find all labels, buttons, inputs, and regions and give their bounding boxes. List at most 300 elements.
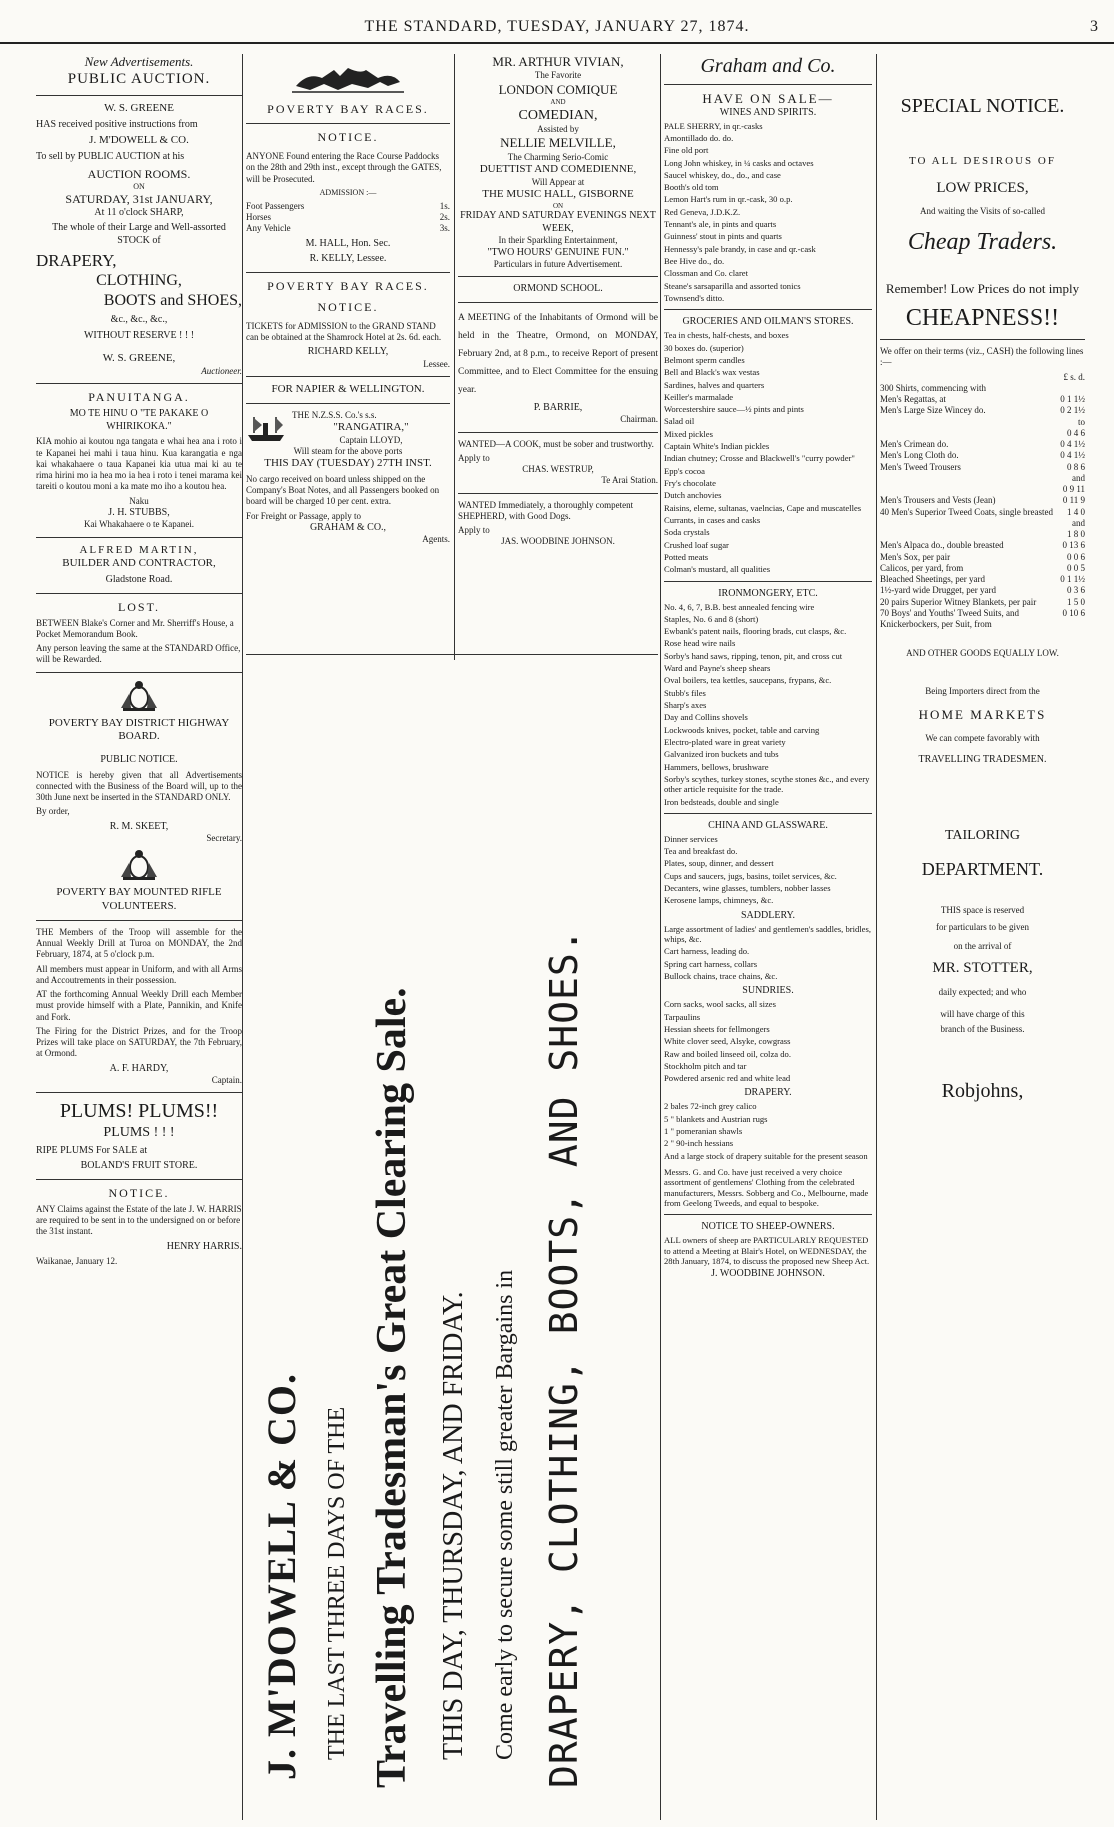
saddlery-list [664,924,872,982]
price-value: 0 3 6 [1067,585,1085,596]
sale-goods: DRAPERY, CLOTHING, BOOTS, AND SHOES. [542,928,586,1788]
list-item: Guinness' stout in pints and quarts [664,231,782,242]
list-item: Tennant's ale, in pints and quarts [664,219,777,230]
drapery-list [664,1101,872,1161]
list-item: Currants, in cases and casks [664,514,761,525]
list-item: Bee Hive do., do. [664,256,725,267]
races-body: ANYONE Found entering the Race Course Paddocks on the 28th and 29th inst., except through the GATES, will be Prosecuted. [246,151,442,184]
list-item: Spring cart harness, collars [664,958,758,969]
sale-firm: J. M'DOWELL & CO. [259,1372,304,1780]
list-item: Day and Collins shovels [664,712,748,723]
price-value: 1 5 0 [1067,596,1085,607]
price-value: 0 11 9 [1062,495,1085,506]
notice-title: NOTICE. [108,1185,170,1200]
list-item: Fine old port [664,145,709,156]
panuitanga-naku: Naku [129,495,149,506]
plums-title: PLUMS! PLUMS!! [59,1100,219,1123]
list-item: No. 4, 6, 7, B.B. best annealed fencing wire [664,601,815,612]
price-list [880,383,1085,631]
list-item: Tarpaulins [664,1011,701,1022]
price-item: 1½-yard wide Drugget, per yard [880,585,996,596]
price-row [880,552,1085,563]
highway-role: Secretary. [206,833,242,843]
column-rule [876,54,877,1820]
list-item: Mixed pickles [664,428,713,439]
list-item: Dinner services [664,833,718,844]
tailoring-reserved: THIS space is reserved [940,904,1025,915]
school-sign: P. BARRIE, [533,401,583,413]
auction-etc: &c., &c., &c., [110,314,168,326]
price-row [880,529,1085,540]
sale-days: THIS DAY, THURSDAY, AND FRIDAY. [438,1291,469,1760]
ship-captain: Captain LLOYD, [339,434,403,445]
price-value [1081,383,1085,394]
school-title: ORMOND SCHOOL. [513,283,603,295]
list-item: Powdered arsenic red and white lead [664,1073,791,1084]
rifles-para: AT the forthcoming Annual Weekly Drill each Member must provide himself with a Plate, Pannikin, and Knife and Fork. [36,989,242,1022]
section-rule [246,654,658,655]
notice-sign: HENRY HARRIS. [166,1240,242,1252]
price-item: Men's Tweed Trousers [880,461,961,472]
grocery-title: GROCERIES AND OILMAN'S STORES. [682,316,854,328]
highway-sub: PUBLIC NOTICE. [100,754,178,765]
list-item: Galvanized iron buckets and tubs [664,749,779,760]
price-value: 0 10 6 [1062,607,1085,618]
vivian-and: AND [550,97,566,106]
column-1 [36,54,242,1820]
currency-header: £ s. d. [1063,371,1085,382]
price-row [880,574,1085,585]
list-item: Epp's cocoa [664,465,705,476]
shepherd-sign: JAS. WOODBINE JOHNSON. [501,536,615,547]
list-item: Indian chutney; Crosse and Blackwell's "curry powder" [664,453,855,464]
races-notice: NOTICE. [317,299,379,314]
special-compete: We can compete favorably with [925,733,1040,743]
list-item: Townsend's ditto. [664,292,725,303]
stotter-name: MR. STOTTER, [932,959,1033,976]
sheep-body: ALL owners of sheep are PARTICULARLY REQUESTED to attend a Meeting at Blair's Hotel, on WEDNESDAY, the 28th January, 1874, to discuss the proposed new Sheep Act. [664,1235,870,1266]
graham-title: Graham and Co. [700,55,836,77]
price-row [880,439,1085,450]
price-value: 0 4 1½ [1060,439,1085,449]
stotter-branch: branch of the Business. [940,1023,1025,1034]
page-title: THE STANDARD, TUESDAY, JANUARY 27, 1874. [364,18,750,35]
list-item: Ward and Payne's sheep shears [664,663,771,674]
sheep-title: NOTICE TO SHEEP-OWNERS. [701,1221,835,1233]
vivian-comique: LONDON COMIQUE [498,81,618,97]
auction-sign-role: Auctioneer. [201,366,242,376]
notice-place: Waikanae, January 12. [36,1256,118,1266]
special-importers: Being Importers direct from the [925,685,1040,696]
list-item: 2 " 90-inch hessians [664,1138,734,1149]
grocery-list [664,330,872,574]
list-item: Clossman and Co. claret [664,268,749,279]
list-item: Booth's old tom [664,182,719,193]
list-item: Worcestershire sauce—½ pints and pints [664,404,804,415]
racehorse-illustration [246,58,450,98]
list-item: Salad oil [664,416,695,427]
list-item: Oval boilers, tea kettles, saucepans, frypans, &c. [664,675,832,686]
rifles-para: All members must appear in Uniform, and with all Arms and Accoutrements in their possession. [36,963,242,985]
lost-body: BETWEEN Blake's Corner and Mr. Sherriff's House, a Pocket Memorandum Book. [36,617,234,639]
special-other: AND OTHER GOODS EQUALLY LOW. [906,648,1059,659]
price-item: Men's Trousers and Vests (Jean) [880,495,996,506]
cook-place: Te Arai Station. [601,475,658,486]
auction-stock: The whole of their Large and Well-assorted STOCK of [52,222,226,246]
column-rule [454,54,455,660]
ship-body: No cargo received on board unless shipped on the Company's Boat Notes, and all Passengers booked on board will be charged 10 per cent. extra. [246,473,440,507]
graham-closing: Messrs. G. and Co. have just received a very choice assortment of gentlemens' Clothing from the celebrated manufacturers, Messrs. Sobberg and Co., Melbourne, made from Geelong Tweeds, and equal to bespoke. [664,1167,869,1208]
price-row [880,394,1085,405]
list-item: Captain White's Indian pickles [664,441,770,452]
special-travelling: TRAVELLING TRADESMEN. [918,754,1047,766]
price-value: 0 9 11 [1062,484,1085,494]
robjohns-name: Robjohns, [941,1080,1024,1102]
list-item: Bell and Black's wax vestas [664,367,760,378]
china-list [664,834,872,906]
special-cheapness: CHEAPNESS!! [905,305,1060,331]
vivian-title: MR. ARTHUR VIVIAN, [492,54,624,69]
list-item: Colman's mustard, all qualities [664,564,771,575]
china-title: CHINA AND GLASSWARE. [708,819,828,831]
list-item: Ewbank's patent nails, flooring brads, cut clasps, &c. [664,626,847,637]
special-low: LOW PRICES, [936,179,1029,196]
list-item: Sardines, halves and quarters [664,379,765,390]
clearing-sale-advert [246,660,658,1800]
ship-freight: For Freight or Passage, apply to [246,510,361,521]
lost-body-2: Any person leaving the same at the STANDARD Office, will be Rewarded. [36,643,241,665]
list-item: Raisins, eleme, sultanas, vaelncias, Cape and muscatelles [664,502,862,513]
fee-label: Horses [246,212,271,222]
list-item: Stockholm pitch and tar [664,1060,747,1071]
list-item: Hammers, bellows, brushware [664,761,769,772]
price-item: Men's Alpaca do., double breasted [880,540,1004,551]
list-item: Cups and saucers, jugs, basins, toilet services, &c. [664,870,837,881]
fee-price: 1s. [439,200,450,211]
price-item: 70 Boys' and Youths' Tweed Suits, and Knickerbockers, per Suit, from [880,607,1019,629]
column-4 [664,54,872,1820]
drapery-title: DRAPERY. [744,1087,792,1099]
vivian-fun: "TWO HOURS' GENUINE FUN." [487,246,629,258]
tailoring-particulars: for particulars to be given [936,922,1029,932]
rifles-title: POVERTY BAY MOUNTED RIFLE VOLUNTEERS. [56,886,222,912]
price-row [880,450,1085,461]
special-remember: Remember! Low Prices do not imply [885,280,1080,296]
page-number: 3 [1090,18,1098,35]
price-value: 0 0 5 [1067,562,1085,573]
column-rule [660,54,661,1820]
vivian-duet: DUETTIST AND COMEDIENNE, [479,162,637,175]
vivian-hall: THE MUSIC HALL, GISBORNE [482,187,634,200]
stotter-charge: will have charge of this [940,1008,1025,1019]
vivian-days: FRIDAY AND SATURDAY EVENINGS NEXT WEEK, [460,210,656,234]
price-value: 0 1 1½ [1060,394,1085,404]
auction-line: HAS received positive instructions from [36,118,198,130]
special-home: HOME MARKETS [918,706,1047,722]
fee-label: Foot Passengers [246,200,305,211]
price-row [880,597,1085,608]
list-item: Tea in chests, half-chests, and boxes [664,330,789,341]
list-item: Electro-plated ware in great variety [664,736,786,747]
auctioneer-name: W. S. GREENE [104,102,174,114]
list-item: 30 boxes do. (superior) [664,342,744,353]
auction-time: At 11 o'clock SHARP, [94,206,184,218]
list-item: Amontillado do. do. [664,132,734,143]
races-body: TICKETS for ADMISSION to the GRAND STAND can be obtained at the Shamrock Hotel at 2s. 6d. each. [246,320,442,342]
notice-body: ANY Claims against the Estate of the late J. W. HARRIS are required to be sent in to the undersigned on or before the 31st instant. [36,1203,242,1237]
sheep-sign: J. WOODBINE JOHNSON. [711,1268,825,1280]
admission-label: ADMISSION :— [319,187,377,197]
price-item: Men's Long Cloth do. [880,450,959,461]
list-item: Fry's chocolate [664,478,716,489]
auction-line: To sell by PUBLIC AUCTION at his [36,151,185,162]
list-item: And a large stock of drapery suitable for the present season [664,1150,868,1161]
auction-reserve: WITHOUT RESERVE ! ! ! [83,329,195,341]
fee-price: 3s. [439,223,450,234]
price-row [880,507,1085,518]
list-item: Soda crystals [664,527,710,538]
column-3 [458,54,658,654]
column-5 [880,54,1085,1820]
panuitanga-role: Kai Whakahaere o te Kapanei. [83,519,195,530]
price-row [880,383,1085,394]
price-item: Men's Regattas, at [880,394,946,404]
list-item: Bullock chains, trace chains, &c. [664,970,778,981]
masthead [0,14,1114,44]
races-sign: R. KELLY, Lessee. [309,253,387,264]
price-row [880,428,1085,439]
price-row [880,563,1085,574]
wines-title: WINES AND SPIRITS. [719,106,817,118]
auction-drapery: DRAPERY, [36,251,117,270]
price-value: 0 8 6 [1067,461,1085,472]
races-notice: NOTICE. [317,130,379,144]
auction-clothing: CLOTHING, [96,272,182,290]
price-value: and [1072,517,1085,528]
price-row [880,495,1085,506]
list-item: Belmont sperm candles [664,354,745,365]
shepherd-apply: Apply to [458,525,490,536]
vivian-comedian: COMEDIAN, [518,107,598,123]
list-item: Long John whiskey, in ¼ casks and octaves [664,157,814,168]
vivian-ent: In their Sparkling Entertainment, [498,235,618,246]
list-item: Potted meats [664,551,709,562]
list-item: Keiller's marmalade [664,391,734,402]
price-item: 300 Shirts, commencing with [880,382,986,393]
royal-arms-emblem [36,679,242,713]
steamship-icon [246,413,286,443]
plums-store: BOLAND'S FRUIT STORE. [80,1160,198,1172]
ship-name: "RANGATIRA," [333,420,409,433]
price-value: 0 1 1½ [1060,574,1085,584]
list-item: Kerosene lamps, chimneys, &c. [664,895,774,906]
price-value: 0 0 6 [1067,551,1085,562]
list-item: Staples, No. 6 and 8 (short) [664,613,759,624]
price-row [880,405,1085,416]
sundries-title: SUNDRIES. [742,985,794,997]
ship-role: Agents. [422,534,450,545]
nellie-name: NELLIE MELVILLE, [500,135,616,151]
auction-date: SATURDAY, 31st JANUARY, [65,191,213,206]
list-item: Large assortment of ladies' and gentlemen's saddles, bridles, whips, &c. [664,923,871,945]
price-value: to [1077,416,1085,427]
special-offer: We offer on their terms (viz., CASH) the following lines :— [880,346,1084,368]
list-item: 2 bales 72-inch grey calico [664,1101,757,1112]
price-row [880,540,1085,551]
price-item: Men's Crimean do. [880,439,949,449]
vivian-charming: The Charming Serio-Comic [507,151,609,162]
price-item: Men's Large Size Wincey do. [880,405,986,416]
list-item: Saucel whiskey, do., do., and case [664,169,781,180]
price-item: 20 pairs Superior Witney Blankets, per pair [880,596,1037,607]
plums-body: RIPE PLUMS For SALE at [36,1144,148,1156]
stotter-daily: daily expected; and who [938,987,1027,998]
list-item: 1 " pomeranian shawls [664,1126,743,1137]
panuitanga-sub: MO TE HINU O "TE PAKAKE O WHIRIKOKA." [69,408,209,432]
vivian-fav: The Favorite [534,70,582,81]
list-item: Corn sacks, wool sacks, all sizes [664,999,776,1010]
lost-title: LOST. [117,599,161,614]
list-item: Cart harness, leading do. [664,946,750,957]
auction-title: PUBLIC AUCTION. [67,71,211,88]
list-item: Hessian sheets for fellmongers [664,1023,770,1034]
list-item: PALE SHERRY, in qr.-casks [664,120,763,131]
races-sign: RICHARD KELLY, [307,346,389,357]
list-item: Dutch anchovies [664,490,722,501]
ship-sign: GRAHAM & CO., [309,521,387,533]
price-item: Men's Sox, per pair [880,551,951,562]
price-row [880,473,1085,484]
list-item: Sorby's scythes, turkey stones, scythe stones &c., and every other article requisite for the trade. [664,773,870,795]
auction-client: J. M'DOWELL & CO. [89,134,189,147]
list-item: Decanters, wine glasses, tumblers, nobber lasses [664,883,831,894]
special-waiting: And waiting the Visits of so-called [919,205,1046,216]
plums-sub: PLUMS ! ! ! [103,1125,175,1141]
fee-label: Any Vehicle [246,223,291,234]
price-row [880,484,1085,495]
royal-arms-emblem [36,848,242,882]
price-value: 0 4 1½ [1060,450,1085,461]
panuitanga-sign: J. H. STUBBS, [108,506,170,518]
price-row [880,608,1085,631]
price-value: 0 2 1½ [1060,405,1085,416]
column-rule [242,54,243,1820]
highway-order: By order, [36,806,70,817]
highway-title: POVERTY BAY DISTRICT HIGHWAY BOARD. [48,716,230,743]
vivian-assisted: Assisted by [537,124,579,134]
price-item: Bleached Sheetings, per yard [880,574,985,584]
school-role: Chairman. [620,414,658,425]
price-value: 1 4 0 [1067,506,1085,517]
list-item: 5 " blankets and Austrian rugs [664,1113,768,1124]
rifles-role: Captain. [211,1075,242,1085]
list-item: Lockwoods knives, pocket, table and carving [664,724,820,735]
tailoring-title: TAILORING [944,827,1021,843]
list-item: Raw and boiled linseed oil, colza do. [664,1048,791,1059]
list-item: Steane's sarsaparilla and assorted tonics [664,280,801,291]
list-item: White clover seed, Alsyke, cowgrass [664,1036,791,1047]
price-row [880,417,1085,428]
sundries-list [664,999,872,1083]
highway-body: NOTICE is hereby given that all Advertisements connected with the Business of the Board will, up to the 30th June next be inserted in the STANDARD ONLY. [36,769,242,802]
rifles-para: THE Members of the Troop will assemble for the Annual Weekly Drill at Turoa on MONDAY, the 2nd February, 1874, at 5 o'clock p.m. [36,926,242,960]
saddlery-title: SADDLERY. [741,909,795,921]
price-value: 1 8 0 [1067,529,1085,539]
list-item: Tea and breakfast do. [664,846,738,857]
sale-come-early: Come early to secure some still greater Bargains in [492,1269,518,1760]
list-item: Crushed loaf sugar [664,539,729,550]
price-row [880,518,1085,529]
school-body: A MEETING of the Inhabitants of Ormond will be held in the Theatre, Ormond, on MONDAY, February 2nd, at 8 p.m., to receive Report of present Committee, and to Elect Committee for the ensuing year. [458,312,658,395]
races-title: POVERTY BAY RACES. [267,102,429,116]
price-item: 40 Men's Superior Tweed Coats, single breasted [880,506,1054,517]
shepherd-body: WANTED Immediately, a thoroughly competent SHEPHERD, with Good Dogs. [458,499,634,521]
highway-sign: R. M. SKEET, [109,820,169,832]
sale-last-days: THE LAST THREE DAYS OF THE [324,1406,350,1760]
price-item: Calicos, per yard, from [880,562,964,573]
wines-list [664,121,872,304]
list-item: Sharp's axes [664,700,707,711]
races-sign: M. HALL, Hon. Sec. [305,237,391,249]
vivian-will: Will Appear at [531,176,585,187]
graham-sub: HAVE ON SALE— [702,91,834,106]
auction-on: ON [133,181,145,191]
martin-sub: BUILDER AND CONTRACTOR, [62,557,216,570]
cook-apply: Apply to [458,452,490,463]
ship-date: THIS DAY (TUESDAY) 27TH INST. [264,457,432,469]
iron-title: IRONMONGERY, ETC. [718,587,818,599]
vivian-particulars: Particulars in future Advertisement. [493,259,623,269]
rifles-sign: A. F. HARDY, [109,1062,169,1074]
rifles-para: The Firing for the District Prizes, and for the Troop Prizes will take place on SATURDAY, the 7th February, at Ormond. [36,1025,242,1059]
list-item: Red Geneva, J.D.K.Z. [664,206,741,217]
list-item: Stubb's files [664,687,706,698]
ship-line: THE N.Z.S.S. Co.'s s.s. [292,409,377,420]
price-value: and [1072,472,1085,483]
special-cheap: Cheap Traders. [907,228,1058,255]
list-item: Lemon Hart's rum in qr.-cask, 30 o.p. [664,194,793,205]
ship-line: Will steam for the above ports [293,445,403,456]
tailoring-arrival: on the arrival of [953,941,1012,952]
list-item: Sorby's hand saws, ripping, tenon, pit, and cross cut [664,650,843,661]
martin-title: ALFRED MARTIN, [79,543,199,556]
column-2 [246,54,450,654]
price-value: 0 4 6 [1067,427,1085,438]
list-item: Plates, soup, dinner, and dessert [664,858,774,869]
fee-price: 2s. [439,212,450,222]
list-item: Rose head wire nails [664,638,736,649]
auction-sign: W. S. GREENE, [102,352,176,365]
panuitanga-title: PANUITANGA. [88,390,190,405]
races-title: POVERTY BAY RACES. [267,278,429,293]
panuitanga-body: KIA mohio ai koutou nga tangata e whai hea ana i roto i te Kapanei hei mahi i taua hinu. Kua karangatia e nga kai whakahaere o taua Kapanei kia utua mai ki au te rima hirini mo ia hea mo ia hea i roto i tenei marama kei tareiti o koutou moni a ka mate mo iho a koutou hea. [36,436,242,492]
price-row [880,585,1085,596]
races-role: Lessee. [423,358,450,369]
vivian-on: ON [552,201,564,210]
cook-sign: CHAS. WESTRUP, [522,464,594,475]
special-to: TO ALL DESIROUS OF [909,155,1056,167]
price-value: 0 13 6 [1062,540,1085,551]
martin-address: Gladstone Road. [105,574,173,585]
department-title: DEPARTMENT. [921,859,1044,880]
iron-list [664,602,872,807]
price-row [880,462,1085,473]
list-item: Hennessy's pale brandy, in case and qr.-cask [664,243,816,254]
list-item: Iron bedsteads, double and single [664,796,779,807]
sale-headline: Travelling Tradesman's Great Clearing Sale. [369,987,415,1788]
ship-title: FOR NAPIER & WELLINGTON. [271,382,425,395]
auction-rooms: AUCTION ROOMS. [87,166,191,181]
